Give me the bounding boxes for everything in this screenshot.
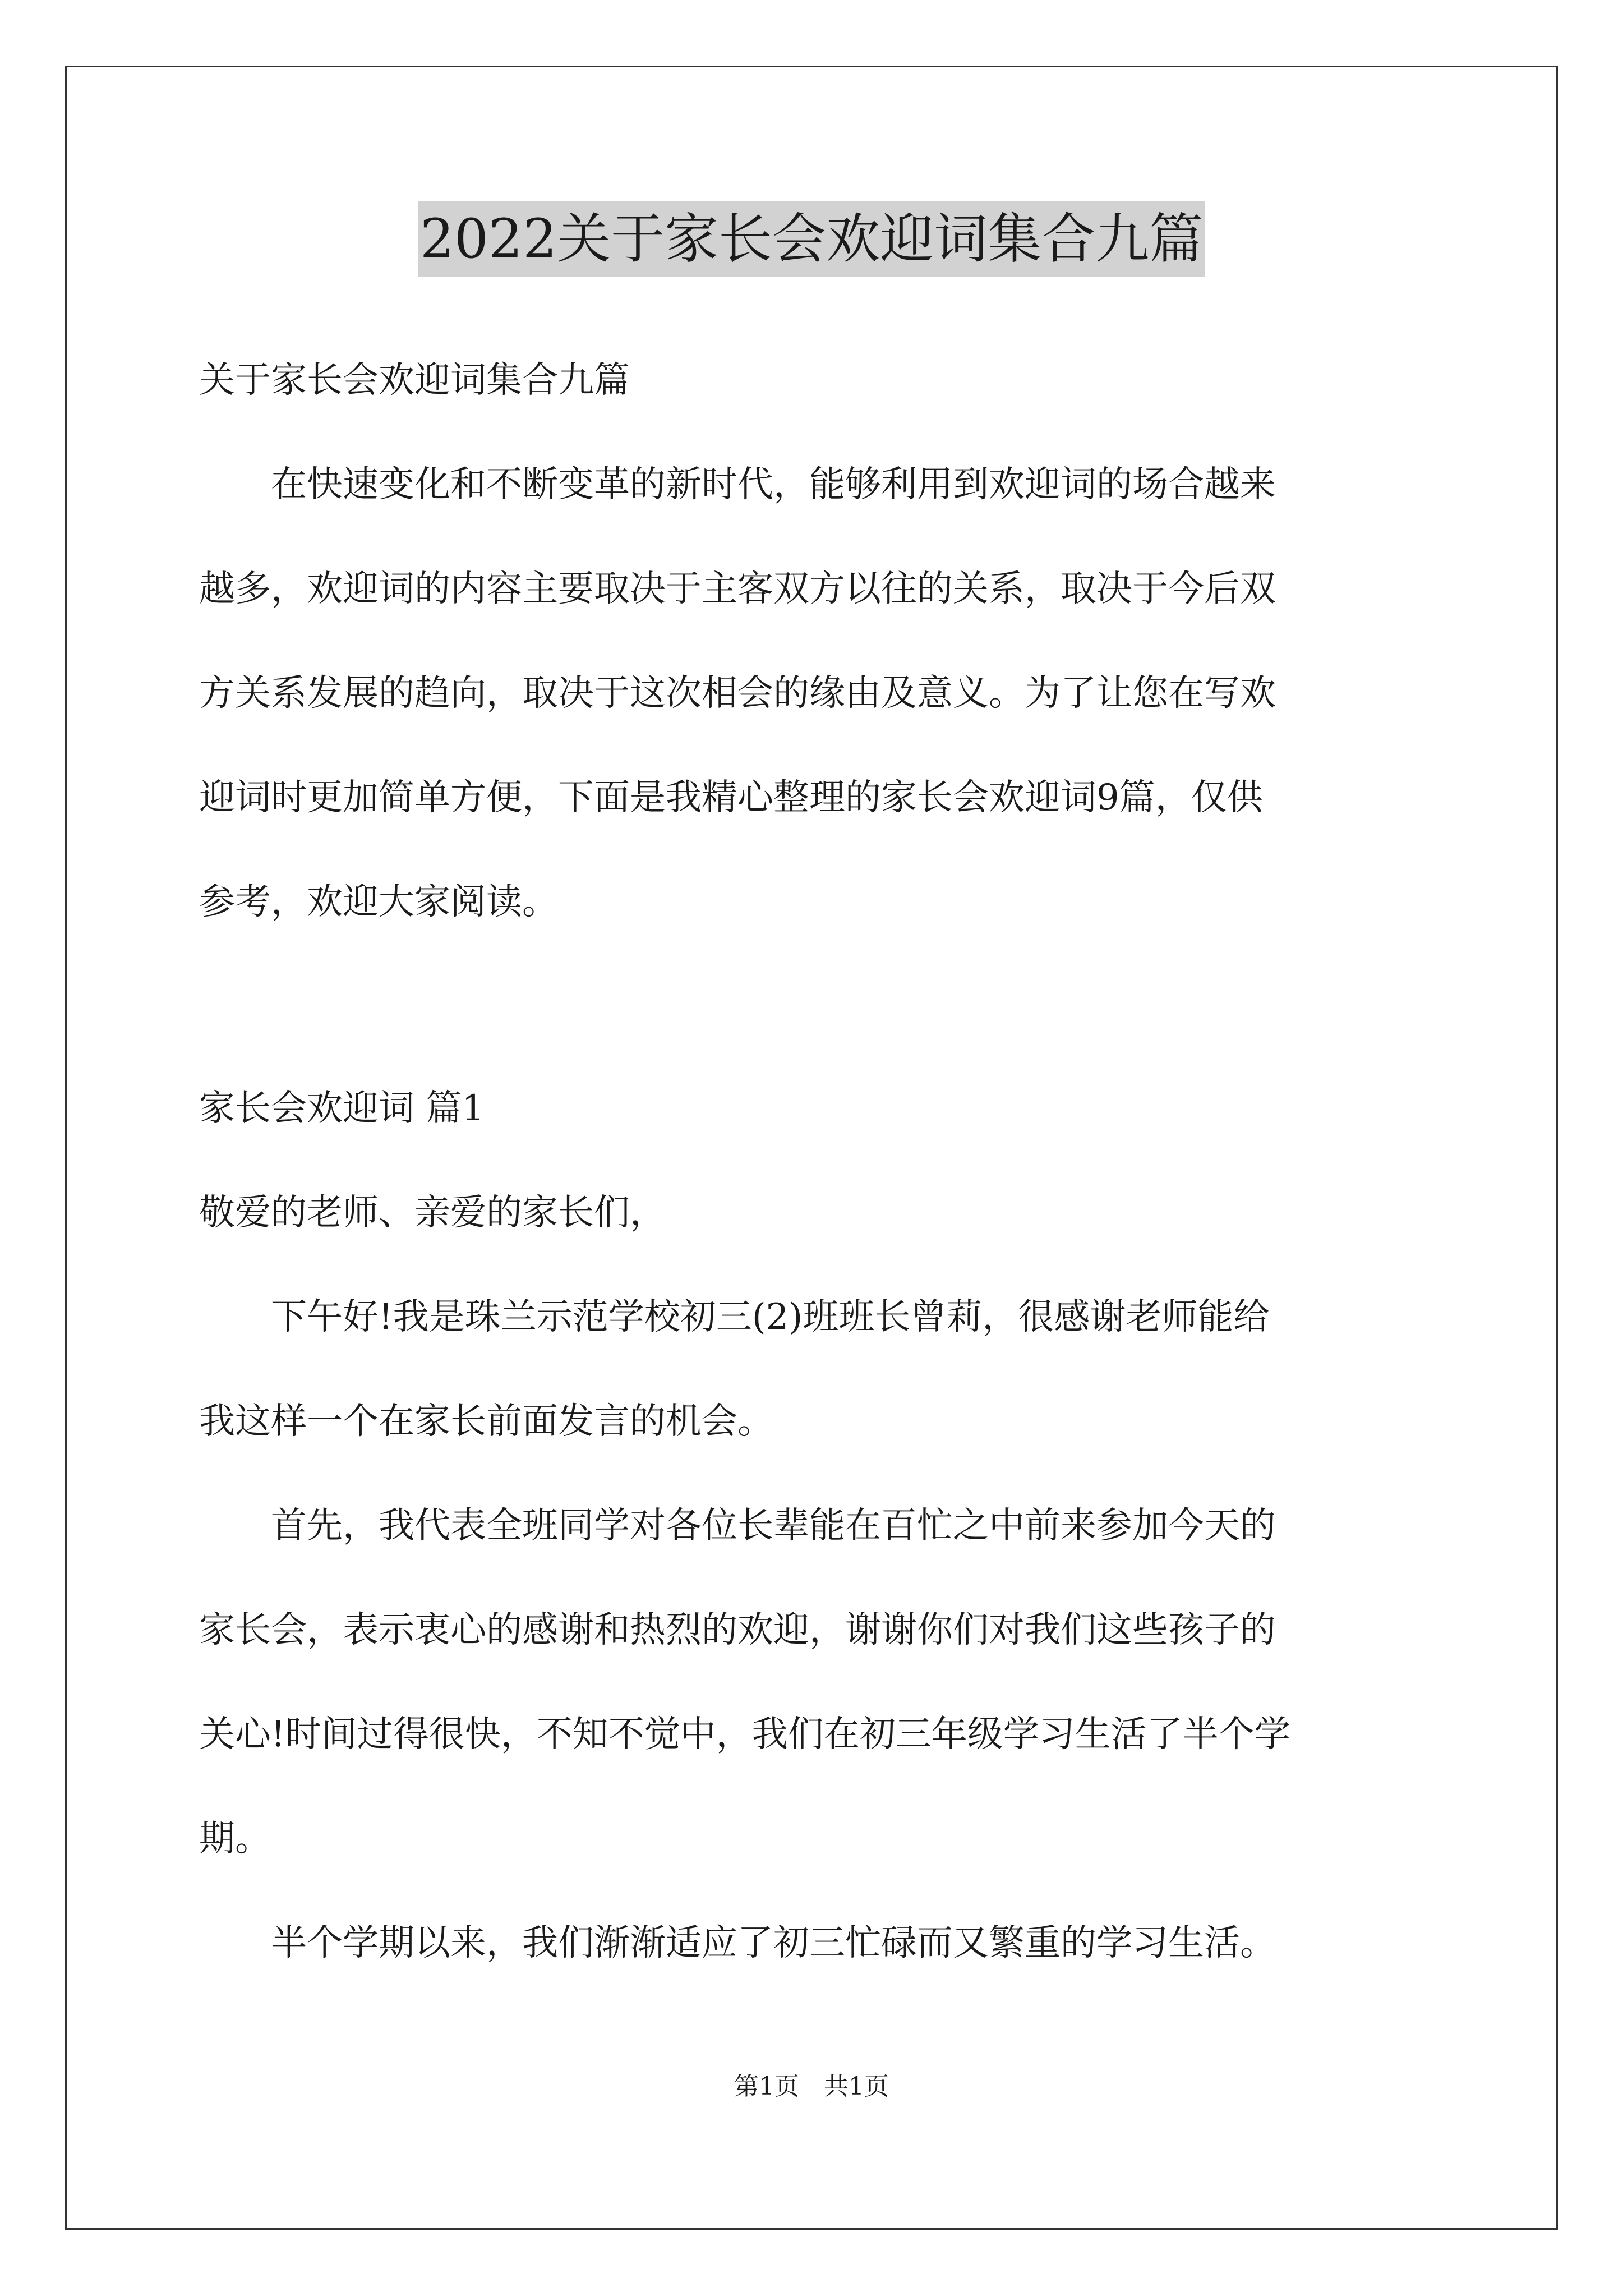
body-line: 在快速变化和不断变革的新时代，能够利用到欢迎词的场合越来 — [199, 464, 1276, 505]
document-title: 2022关于家长会欢迎词集合九篇 — [418, 201, 1205, 277]
body-line: 半个学期以来，我们渐渐适应了初三忙碌而又繁重的学习生活。 — [199, 1922, 1276, 1964]
body-line: 关心!时间过得很快，不知不觉中，我们在初三年级学习生活了半个学 — [199, 1714, 1290, 1755]
section-heading: 家长会欢迎词 篇1 — [199, 1088, 485, 1129]
body-line: 我这样一个在家长前面发言的机会。 — [199, 1401, 773, 1442]
body-line: 参考，欢迎大家阅读。 — [199, 881, 558, 923]
title-container — [0, 201, 1623, 277]
subtitle-line: 关于家长会欢迎词集合九篇 — [199, 360, 630, 401]
body-line: 方关系发展的趋向，取决于这次相会的缘由及意义。为了让您在写欢 — [199, 673, 1276, 714]
body-line: 首先，我代表全班同学对各位长辈能在百忙之中前来参加今天的 — [199, 1505, 1276, 1547]
body-line: 家长会，表示衷心的感谢和热烈的欢迎，谢谢你们对我们这些孩子的 — [199, 1609, 1276, 1651]
body-line: 期。 — [199, 1818, 271, 1860]
body-line: 迎词时更加简单方便，下面是我精心整理的家长会欢迎词9篇，仅供 — [199, 777, 1263, 818]
salutation-line: 敬爱的老师、亲爱的家长们， — [199, 1192, 666, 1234]
page-footer: 第1页 共1页 — [734, 2072, 889, 2101]
body-line: 越多，欢迎词的内容主要取决于主客双方以往的关系，取决于今后双 — [199, 568, 1276, 610]
body-line: 下午好!我是珠兰示范学校初三(2)班班长曾莉，很感谢老师能给 — [199, 1296, 1270, 1338]
